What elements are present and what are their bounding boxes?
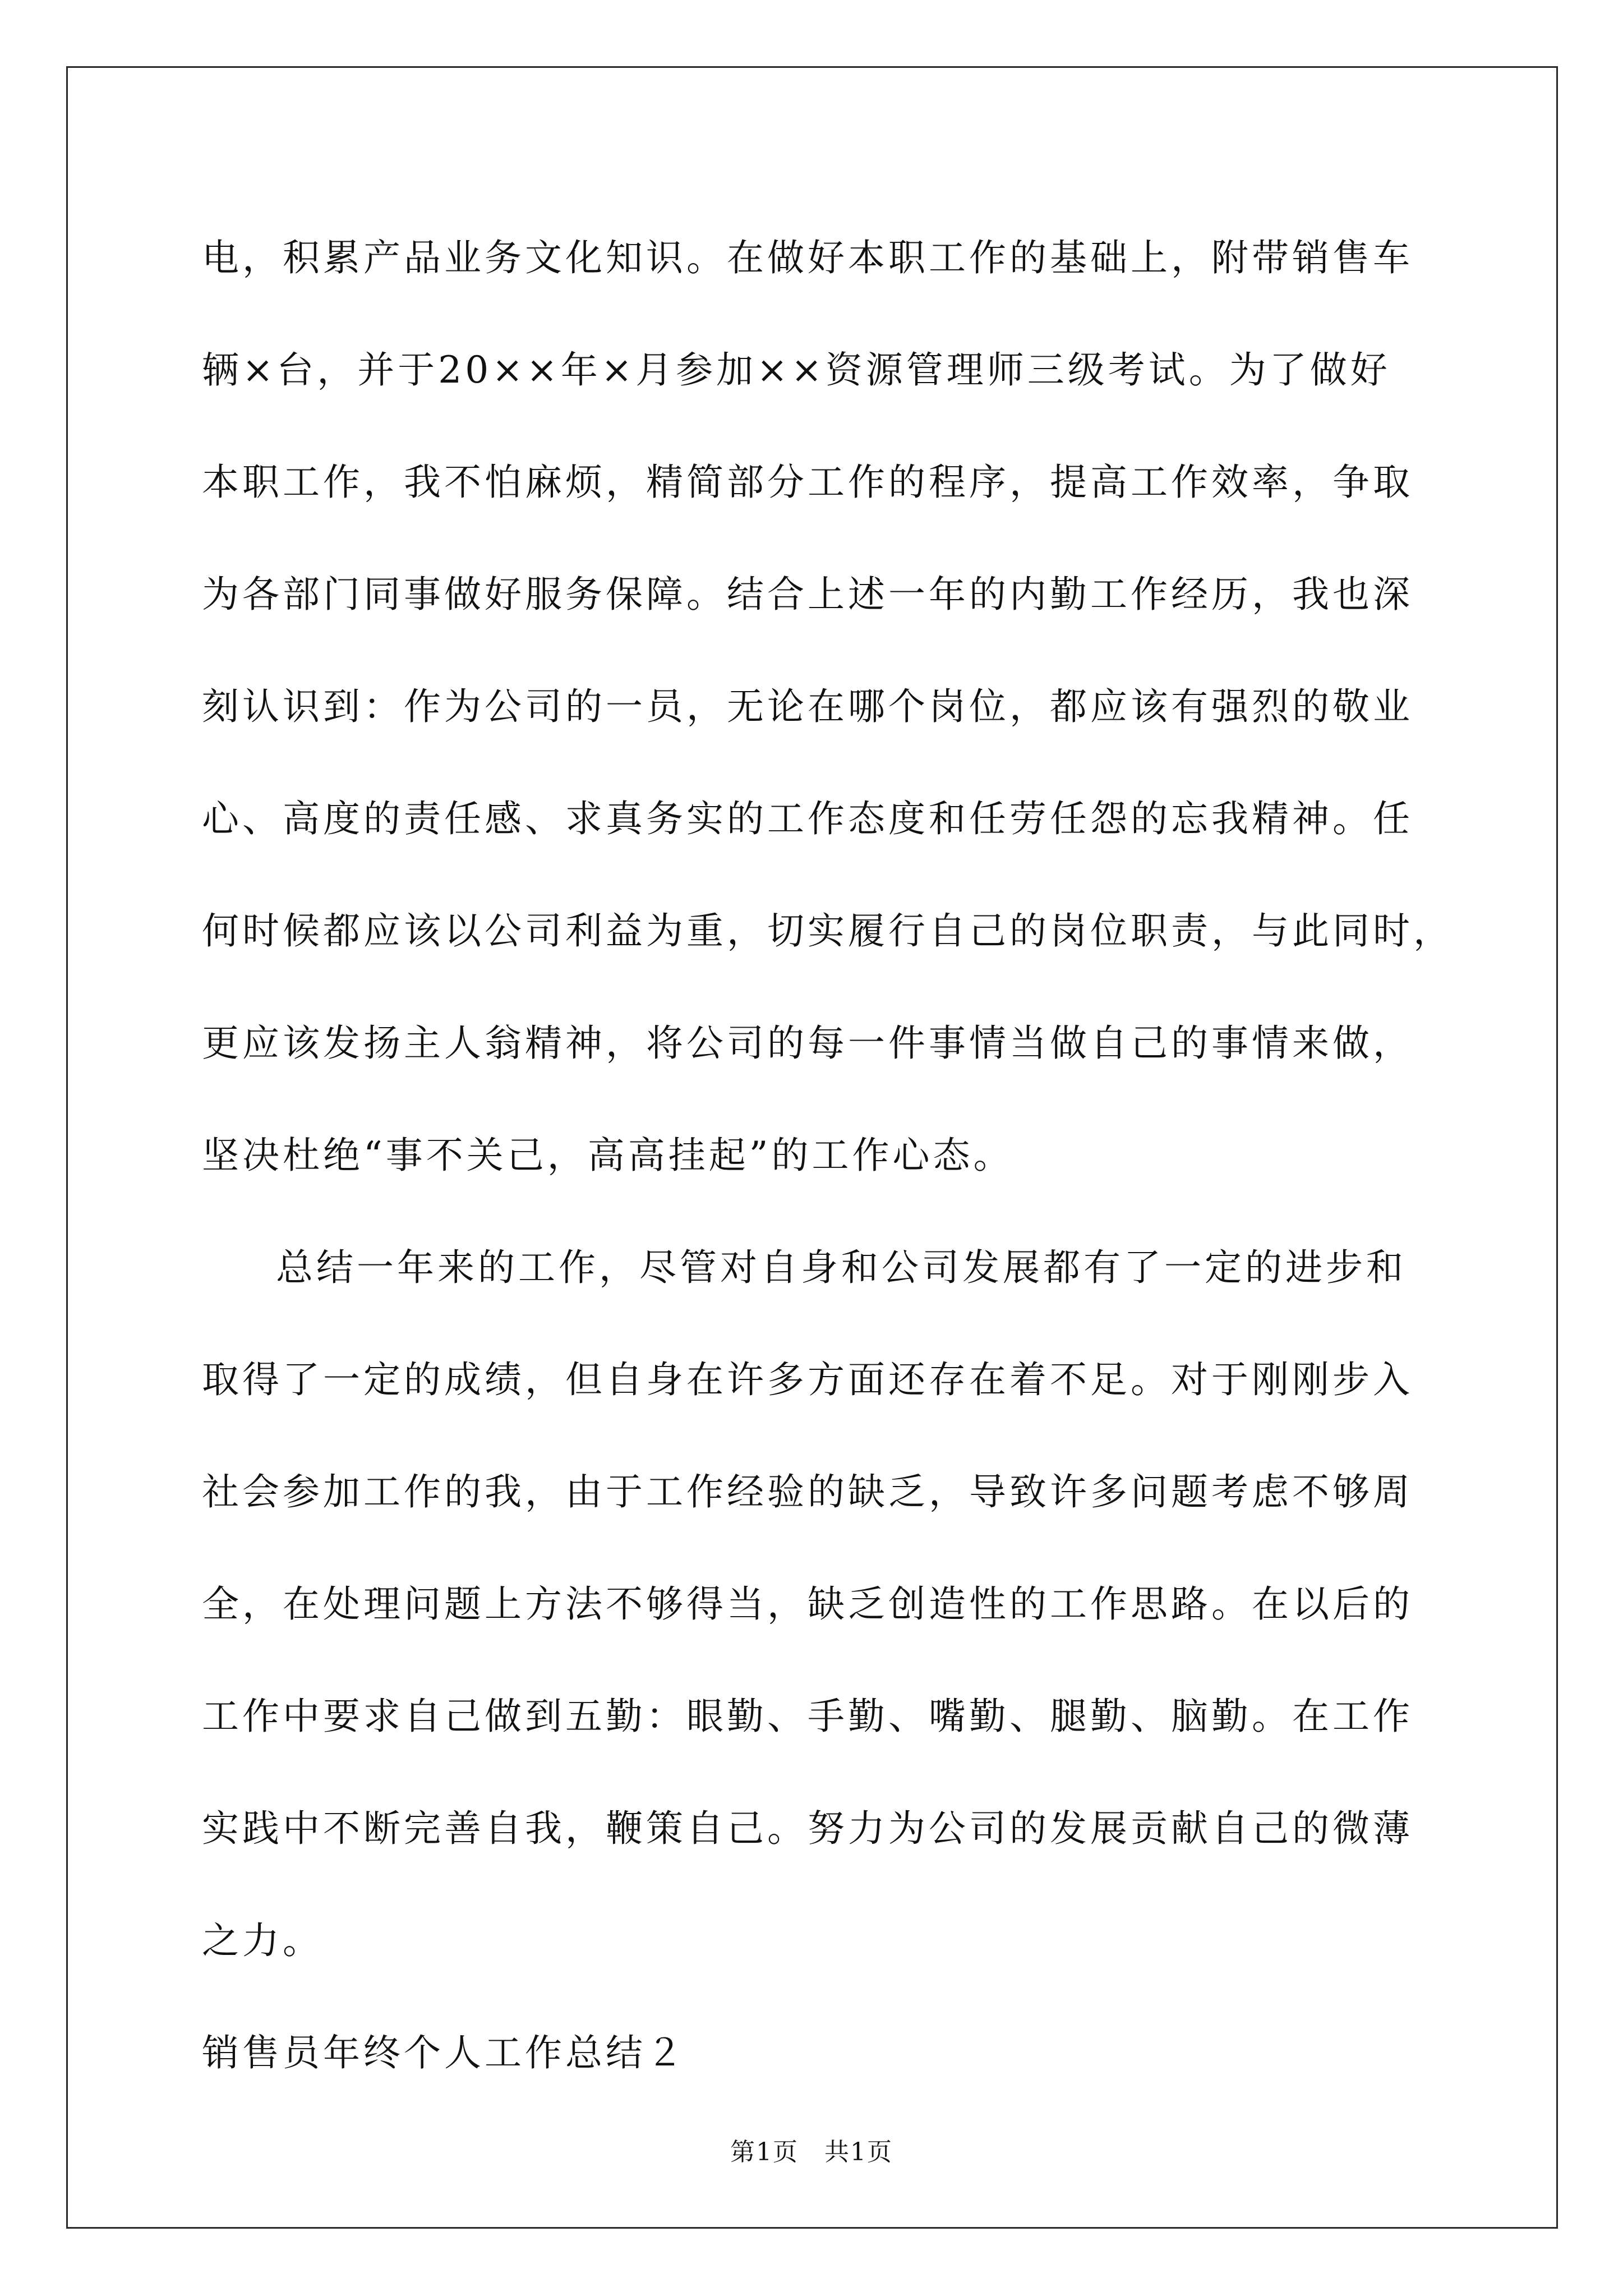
text-line: 更应该发扬主人翁精神，将公司的每一件事情当做自己的事情来做，	[202, 1022, 1413, 1065]
text-line: 心、高度的责任感、求真务实的工作态度和任劳任怨的忘我精神。任	[202, 797, 1413, 840]
paragraph-2	[202, 1212, 1464, 1997]
text-line: 电，积累产品业务文化知识。在做好本职工作的基础上，附带销售车	[202, 236, 1413, 279]
text-line: 为各部门同事做好服务保障。结合上述一年的内勤工作经历，我也深	[202, 573, 1413, 616]
page-number-footer: 第1页 共1页	[730, 2138, 893, 2166]
text-line: 全，在处理问题上方法不够得当，缺乏创造性的工作思路。在以后的	[202, 1582, 1413, 1626]
document-body	[202, 202, 1464, 2109]
text-line: 刻认识到：作为公司的一员，无论在哪个岗位，都应该有强烈的敬业	[202, 685, 1413, 728]
text-line: 工作中要求自己做到五勤：眼勤、手勤、嘴勤、腿勤、脑勤。在工作	[202, 1695, 1413, 1738]
text-line: 总结一年来的工作，尽管对自身和公司发展都有了一定的进步和	[276, 1246, 1407, 1289]
text-line: 之力。	[202, 1919, 323, 1962]
text-line: 坚决杜绝“事不关己，高高挂起”的工作心态。	[202, 1134, 1014, 1177]
text-line: 实践中不断完善自我，鞭策自己。努力为公司的发展贡献自己的微薄	[202, 1807, 1413, 1850]
text-line: 社会参加工作的我，由于工作经验的缺乏，导致许多问题考虑不够周	[202, 1470, 1413, 1513]
paragraph-1	[202, 202, 1464, 1212]
text-line: 本职工作，我不怕麻烦，精简部分工作的程序，提高工作效率，争取	[202, 461, 1413, 504]
section-heading: 销售员年终个人工作总结２	[202, 2031, 686, 2074]
text-line: 辆×台，并于20××年×月参加××资源管理师三级考试。为了做好	[202, 348, 1391, 392]
text-line: 何时候都应该以公司利益为重，切实履行自己的岗位职责，与此同时，	[202, 909, 1454, 953]
text-line: 取得了一定的成绩，但自身在许多方面还存在着不足。对于刚刚步入	[202, 1358, 1413, 1401]
